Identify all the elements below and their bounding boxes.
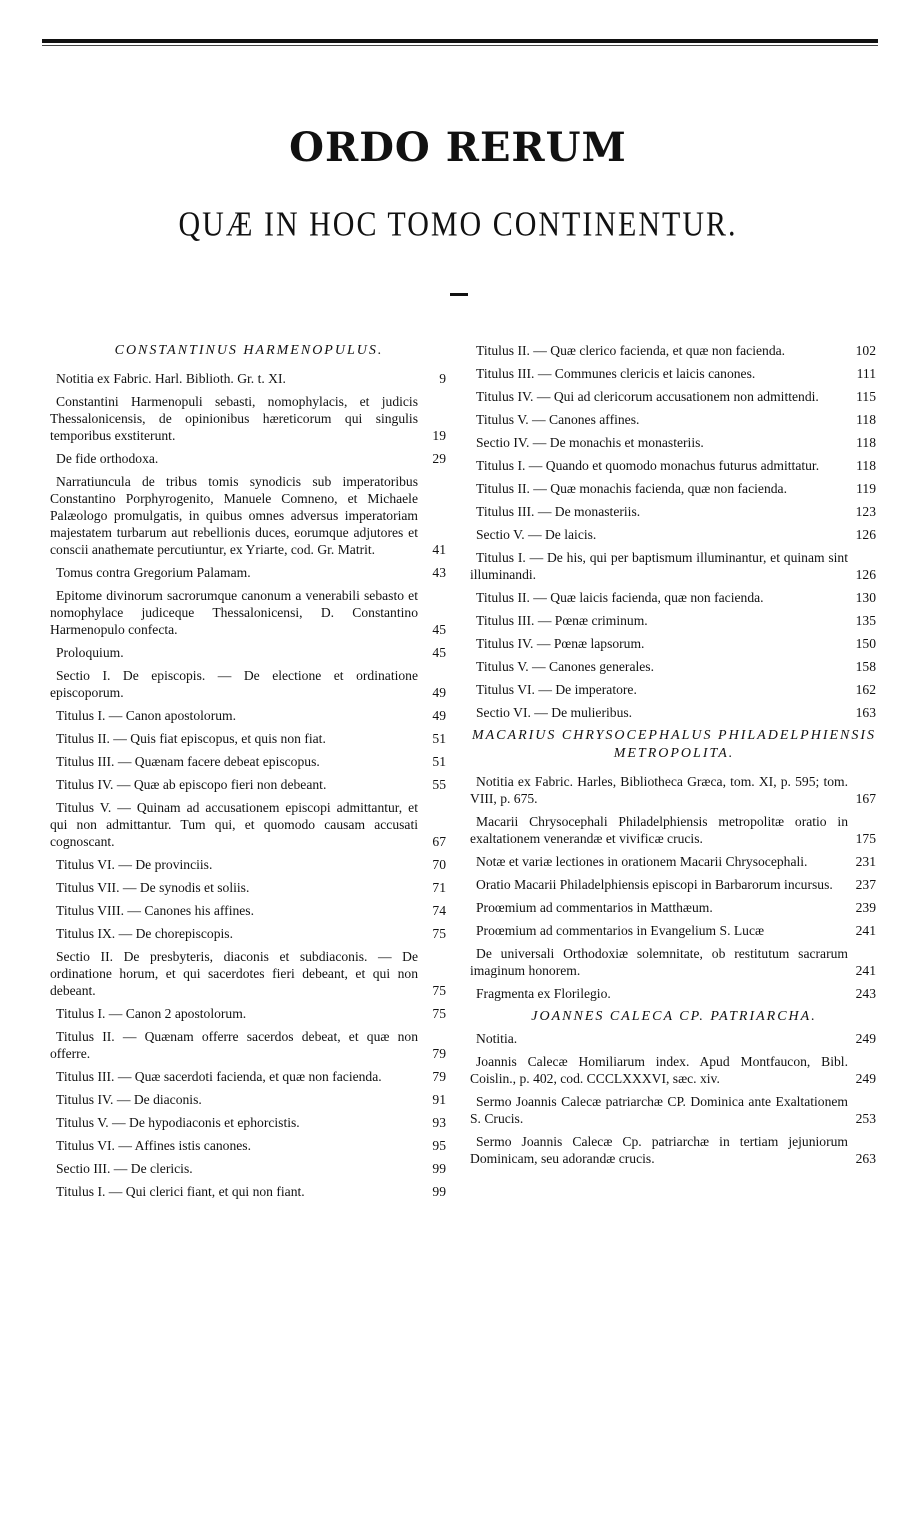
toc-entry <box>470 945 878 979</box>
toc-entry-text: Titulus II. — Quænam offerre sacerdos debeat, et quæ non offerre. <box>50 1029 418 1061</box>
toc-entry-page: 175 <box>855 831 876 846</box>
toc-entry <box>50 776 448 793</box>
toc-entry-page: 231 <box>855 854 876 869</box>
toc-entry <box>50 879 448 896</box>
toc-entry-page: 130 <box>855 590 876 605</box>
toc-entry-page: 74 <box>432 903 446 918</box>
toc-entry <box>50 1137 448 1154</box>
toc-entry <box>50 393 448 444</box>
top-rule-thin <box>42 45 878 46</box>
page-subtitle: QUÆ IN HOC TOMO CONTINENTUR. <box>178 205 738 244</box>
toc-entry-text: Titulus V. — Quinam ad accusationem episcopi admittantur, et qui non admittantur. Tum qui, et quomodo causam accusati cognoscant. <box>50 800 418 849</box>
toc-entry <box>470 589 878 606</box>
toc-entry-text: Tomus contra Gregorium Palamam. <box>56 565 251 580</box>
toc-entry-text: Sectio VI. — De mulieribus. <box>476 705 633 720</box>
toc-entry <box>470 922 878 939</box>
toc-entry-text: Titulus II. — Quæ monachis facienda, quæ non facienda. <box>476 481 787 496</box>
toc-entry-text: Constantini Harmenopuli sebasti, nomophylacis, et judicis Thessalonicensis, de opinionibus hæreticorum qui singulis temporibus exstiterunt. <box>50 394 418 443</box>
toc-entry-text: Narratiuncula de tribus tomis synodicis sub imperatoribus Constantino Porphyrogenito, Manuele Comneno, et Michaele Palæologo promulgatis, in quibus omnes adversus imperatoriam majestatem turbarum aut rebellionis duces, eorumque adjutores et conscii anathemate percutiuntur, ex Yriarte, cod. Gr. Matrit. <box>50 474 418 557</box>
toc-entry <box>470 526 878 543</box>
toc-entry-page: 75 <box>432 1006 446 1021</box>
toc-entry-page: 29 <box>432 451 446 466</box>
toc-entry-text: Titulus I. — Canon 2 apostolorum. <box>56 1006 247 1021</box>
toc-entry-page: 241 <box>855 963 876 978</box>
toc-entry-text: Titulus II. — Quis fiat episcopus, et quis non fiat. <box>56 731 326 746</box>
toc-entry <box>470 681 878 698</box>
toc-entry <box>470 1093 878 1127</box>
toc-entry-page: 45 <box>432 645 446 660</box>
toc-entry-text: Oratio Macarii Philadelphiensis episcopi in Barbarorum incursus. <box>476 877 833 892</box>
toc-entry-page: 70 <box>432 857 446 872</box>
toc-entry-page: 237 <box>855 877 876 892</box>
toc-entry-text: Sermo Joannis Calecæ Cp. patriarchæ in tertiam jejuniorum Dominicam, seu adorandæ crucis. <box>470 1134 848 1166</box>
toc-entry <box>50 753 448 770</box>
toc-entry-text: Proœmium ad commentarios in Evangelium S. Lucæ <box>476 923 765 938</box>
toc-entry <box>50 730 448 747</box>
toc-entry <box>470 411 878 428</box>
toc-entry <box>470 853 878 870</box>
toc-entry-page: 19 <box>432 428 446 443</box>
toc-entry <box>470 388 878 405</box>
toc-entry <box>50 1028 448 1062</box>
left-column <box>50 342 448 1206</box>
toc-entry-text: Titulus IX. — De chorepiscopis. <box>56 926 233 941</box>
toc-entry-text: Titulus VIII. — Canones his affines. <box>56 903 254 918</box>
toc-entry-page: 135 <box>855 613 876 628</box>
toc-entry-text: Notæ et variæ lectiones in orationem Macarii Chrysocephali. <box>476 854 808 869</box>
toc-entry-text: Titulus VI. — De imperatore. <box>476 682 637 697</box>
right-entry-list-b <box>470 773 878 1002</box>
toc-entry-text: Titulus I. — Canon apostolorum. <box>56 708 237 723</box>
toc-entry <box>470 899 878 916</box>
toc-entry <box>470 503 878 520</box>
toc-entry-text: Titulus V. — De hypodiaconis et ephorcistis. <box>56 1115 300 1130</box>
toc-entry-page: 249 <box>855 1071 876 1086</box>
toc-entry-text: Titulus III. — Quænam facere debeat episcopus. <box>56 754 320 769</box>
toc-entry-page: 49 <box>432 708 446 723</box>
toc-entry <box>470 457 878 474</box>
toc-entry <box>50 925 448 942</box>
toc-entry-page: 115 <box>856 389 876 404</box>
toc-entry-text: Proœmium ad commentarios in Matthæum. <box>476 900 713 915</box>
toc-entry <box>50 1091 448 1108</box>
toc-entry-text: Titulus III. — Pœnæ criminum. <box>476 613 648 628</box>
toc-entry-page: 111 <box>856 366 876 381</box>
toc-entry-text: Titulus V. — Canones generales. <box>476 659 654 674</box>
toc-entry <box>470 342 878 359</box>
toc-entry-text: Titulus VI. — Affines istis canones. <box>56 1138 251 1153</box>
toc-entry-page: 79 <box>432 1046 446 1061</box>
toc-entry-page: 126 <box>855 527 876 542</box>
toc-entry-page: 162 <box>855 682 876 697</box>
toc-entry-page: 49 <box>432 685 446 700</box>
toc-entry-page: 163 <box>855 705 876 720</box>
toc-entry-text: Titulus III. — Communes clericis et laicis canones. <box>476 366 756 381</box>
toc-entry <box>470 773 878 807</box>
toc-entry <box>470 635 878 652</box>
toc-entry-text: Titulus IV. — Qui ad clericorum accusationem non admittendi. <box>476 389 819 404</box>
toc-entry <box>470 704 878 721</box>
toc-entry <box>50 644 448 661</box>
toc-entry-page: 253 <box>855 1111 876 1126</box>
toc-entry-page: 126 <box>855 567 876 582</box>
toc-entry-text: Titulus I. — Quando et quomodo monachus futurus admittatur. <box>476 458 820 473</box>
toc-entry-page: 75 <box>432 926 446 941</box>
toc-entry-text: Titulus IV. — De diaconis. <box>56 1092 202 1107</box>
toc-entry-page: 67 <box>432 834 446 849</box>
top-rule <box>42 39 878 43</box>
toc-entry-page: 51 <box>432 731 446 746</box>
toc-entry-text: Titulus III. — De monasteriis. <box>476 504 641 519</box>
toc-entry <box>470 1030 878 1047</box>
toc-entry-page: 95 <box>432 1138 446 1153</box>
toc-entry <box>50 1005 448 1022</box>
toc-entry <box>470 549 878 583</box>
toc-entry-text: Sectio IV. — De monachis et monasteriis. <box>476 435 704 450</box>
toc-entry <box>50 799 448 850</box>
toc-entry-text: Joannis Calecæ Homiliarum index. Apud Montfaucon, Bibl. Coislin., p. 402, cod. CCCLXXXVI, sæc. xiv. <box>470 1054 848 1086</box>
toc-entry-text: Notitia. <box>476 1031 518 1046</box>
toc-entry <box>50 667 448 701</box>
separator-dash <box>450 293 468 296</box>
toc-entry-text: Titulus IV. — Quæ ab episcopo fieri non debeant. <box>56 777 327 792</box>
page-title: ORDO RERUM <box>289 124 627 171</box>
toc-entry-text: Sermo Joannis Calecæ patriarchæ CP. Dominica ante Exaltationem S. Crucis. <box>470 1094 848 1126</box>
toc-entry-text: Titulus II. — Quæ clerico facienda, et quæ non facienda. <box>476 343 786 358</box>
toc-entry-page: 75 <box>432 983 446 998</box>
toc-entry-page: 71 <box>432 880 446 895</box>
toc-entry <box>50 1068 448 1085</box>
toc-entry-text: Titulus II. — Quæ laicis facienda, quæ non facienda. <box>476 590 764 605</box>
toc-entry-text: Sectio II. De presbyteris, diaconis et subdiaconis. — De ordinatione horum, et qui sacerdotes fieri debeant, et qui non debeant. <box>50 949 418 998</box>
toc-entry-page: 249 <box>855 1031 876 1046</box>
toc-entry <box>50 948 448 999</box>
toc-entry-page: 118 <box>856 458 876 473</box>
toc-entry-page: 119 <box>856 481 876 496</box>
toc-entry-page: 158 <box>855 659 876 674</box>
toc-entry-text: Titulus VII. — De synodis et soliis. <box>56 880 250 895</box>
toc-entry-text: Titulus III. — Quæ sacerdoti facienda, et quæ non facienda. <box>56 1069 382 1084</box>
toc-entry <box>470 985 878 1002</box>
toc-entry-page: 79 <box>432 1069 446 1084</box>
toc-entry-page: 263 <box>855 1151 876 1166</box>
toc-entry-text: Sectio V. — De laicis. <box>476 527 597 542</box>
toc-entry-text: Proloquium. <box>56 645 124 660</box>
toc-entry-page: 241 <box>855 923 876 938</box>
right-entry-list-a <box>470 342 878 721</box>
toc-entry <box>470 876 878 893</box>
toc-entry-page: 118 <box>856 412 876 427</box>
toc-entry-page: 45 <box>432 622 446 637</box>
toc-entry <box>470 1133 878 1167</box>
toc-entry <box>470 813 878 847</box>
toc-entry-page: 93 <box>432 1115 446 1130</box>
toc-entry-text: Titulus I. — De his, qui per baptismum illuminantur, et quinam sint illuminandi. <box>470 550 848 582</box>
left-entry-list <box>50 370 448 1200</box>
toc-entry <box>470 612 878 629</box>
toc-entry <box>470 1053 878 1087</box>
toc-entry <box>50 1183 448 1200</box>
author-heading-caleca: JOANNES CALECA CP. PATRIARCHA. <box>531 1009 817 1024</box>
toc-entry <box>470 434 878 451</box>
right-entry-list-c <box>470 1030 878 1167</box>
toc-entry-text: De fide orthodoxa. <box>56 451 159 466</box>
toc-entry <box>50 902 448 919</box>
toc-entry-text: De universali Orthodoxiæ solemnitate, ob restitutum sacrarum imaginum honorem. <box>470 946 848 978</box>
toc-entry-text: Sectio I. De episcopis. — De electione et ordinatione episcoporum. <box>50 668 418 700</box>
toc-entry-page: 150 <box>855 636 876 651</box>
toc-entry-text: Macarii Chrysocephali Philadelphiensis metropolitæ oratio in exaltationem venerandæ et vivificæ crucis. <box>470 814 848 846</box>
toc-entry <box>50 1114 448 1131</box>
right-column <box>470 342 878 1173</box>
toc-entry-text: Titulus V. — Canones affines. <box>476 412 640 427</box>
toc-entry-page: 167 <box>855 791 876 806</box>
toc-entry-text: Titulus IV. — Pœnæ lapsorum. <box>476 636 645 651</box>
toc-entry-page: 91 <box>432 1092 446 1107</box>
toc-entry-page: 99 <box>432 1161 446 1176</box>
toc-entry <box>470 365 878 382</box>
toc-entry-text: Titulus VI. — De provinciis. <box>56 857 213 872</box>
toc-entry <box>50 473 448 558</box>
toc-entry-page: 239 <box>855 900 876 915</box>
toc-entry <box>50 707 448 724</box>
toc-entry-page: 123 <box>855 504 876 519</box>
toc-entry-page: 243 <box>855 986 876 1001</box>
toc-entry-text: Sectio III. — De clericis. <box>56 1161 193 1176</box>
toc-entry <box>50 856 448 873</box>
toc-entry-page: 102 <box>855 343 876 358</box>
toc-entry <box>50 450 448 467</box>
toc-entry-page: 99 <box>432 1184 446 1199</box>
toc-entry-text: Notitia ex Fabric. Harles, Bibliotheca Græca, tom. XI, p. 595; tom. VIII, p. 675. <box>470 774 848 806</box>
toc-entry-page: 118 <box>856 435 876 450</box>
toc-entry-text: Titulus I. — Qui clerici fiant, et qui non fiant. <box>56 1184 305 1199</box>
toc-entry <box>50 564 448 581</box>
toc-entry <box>470 480 878 497</box>
toc-entry-text: Epitome divinorum sacrorumque canonum a venerabili sebasto et nomophylace judiceque Thessalonicensi, D. Constantino Harmenopulo confecta. <box>50 588 418 637</box>
author-heading-macarius: MACARIUS CHRYSOCEPHALUS PHILADELPHIENSIS METROPOLITA. <box>471 728 877 761</box>
toc-entry-text: Fragmenta ex Florilegio. <box>476 986 611 1001</box>
toc-entry <box>50 587 448 638</box>
toc-entry-page: 41 <box>432 542 446 557</box>
toc-entry-page: 55 <box>432 777 446 792</box>
toc-entry <box>50 1160 448 1177</box>
toc-entry-text: Notitia ex Fabric. Harl. Biblioth. Gr. t. XI. <box>56 371 286 386</box>
toc-entry-page: 9 <box>439 371 446 386</box>
author-heading-harmenopulus: CONSTANTINUS HARMENOPULUS. <box>114 343 384 358</box>
toc-entry-page: 43 <box>432 565 446 580</box>
toc-entry <box>470 658 878 675</box>
toc-entry-page: 51 <box>432 754 446 769</box>
toc-entry <box>50 370 448 387</box>
